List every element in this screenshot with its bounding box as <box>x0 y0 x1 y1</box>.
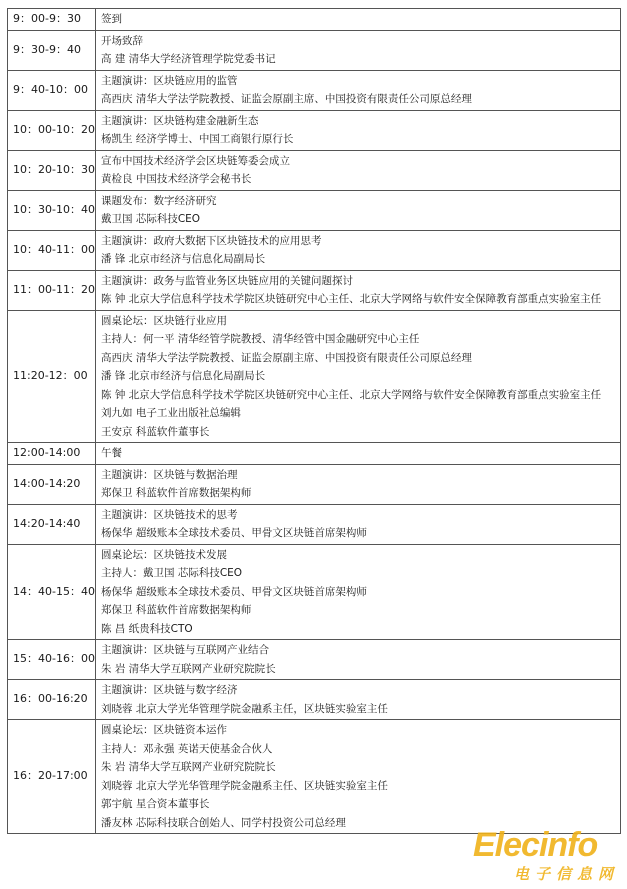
agenda-line: 主持人：邓永强 英诺天使基金合伙人 <box>101 742 273 755</box>
agenda-line: 主题演讲：区块链技术的思考 <box>101 508 238 521</box>
agenda-line: 刘九如 电子工业出版社总编辑 <box>101 407 241 419</box>
agenda-time: 9：00-9：30 <box>8 9 96 31</box>
agenda-row <box>8 443 621 465</box>
agenda-line: 潘友林 芯际科技联合创始人、同学村投资公司总经理 <box>101 816 346 829</box>
agenda-line: 圆桌论坛：区块链资本运作 <box>101 724 227 736</box>
agenda-content <box>96 680 621 720</box>
agenda-row <box>8 150 621 190</box>
agenda-line: 主题演讲：区块链与数据治理 <box>101 468 238 481</box>
agenda-row <box>8 464 621 504</box>
agenda-line: 黄检良 中国技术经济学会秘书长 <box>101 173 252 185</box>
agenda-line: 主题演讲：政府大数据下区块链技术的应用思考 <box>101 234 322 247</box>
agenda-line: 刘晓蓉 北京大学光华管理学院金融系主任，区块链实验室主任 <box>101 702 388 715</box>
agenda-line: 主持人：何一平 清华经管学院教授、清华经管中国金融研究中心主任 <box>101 333 420 345</box>
agenda-time: 14:00-14:20 <box>8 464 96 504</box>
agenda-time: 14：40-15：40 <box>8 544 96 640</box>
agenda-content <box>96 30 621 70</box>
agenda-line: 开场致辞 <box>101 34 143 47</box>
agenda-line: 主题演讲：区块链应用的监管 <box>101 74 238 87</box>
agenda-row <box>8 190 621 230</box>
agenda-line: 刘晓蓉 北京大学光华管理学院金融系主任、区块链实验室主任 <box>101 779 388 792</box>
agenda-content <box>96 443 621 465</box>
agenda-line: 主题演讲：区块链与数字经济 <box>101 684 238 696</box>
agenda-time: 10：30-10：40 <box>8 190 96 230</box>
agenda-line: 王安京 科蓝软件董事长 <box>101 425 210 438</box>
agenda-line: 高西庆 清华大学法学院教授、证监会原副主席、中国投资有限责任公司原总经理 <box>101 351 472 364</box>
agenda-time: 10：20-10：30 <box>8 150 96 190</box>
agenda-row <box>8 230 621 270</box>
agenda-time: 15：40-16：00 <box>8 640 96 680</box>
agenda-line: 杨凯生 经济学博士、中国工商银行原行长 <box>101 133 294 145</box>
agenda-row <box>8 70 621 110</box>
agenda-content <box>96 190 621 230</box>
agenda-line: 主题演讲：政务与监管业务区块链应用的关键问题探讨 <box>101 274 353 287</box>
agenda-line: 郭宇航 星合资本董事长 <box>101 798 210 810</box>
agenda-time: 14:20-14:40 <box>8 504 96 544</box>
agenda-time: 10：40-11：00 <box>8 230 96 270</box>
agenda-content <box>96 70 621 110</box>
agenda-row <box>8 9 621 31</box>
agenda-time: 11:20-12：00 <box>8 310 96 443</box>
agenda-content <box>96 230 621 270</box>
agenda-time: 9：40-10：00 <box>8 70 96 110</box>
agenda-line: 主题演讲：区块链与互联网产业结合 <box>101 644 269 656</box>
watermark-brand: Elecinfo <box>473 826 598 864</box>
agenda-content <box>96 544 621 640</box>
agenda-row <box>8 270 621 310</box>
agenda-time: 16：00-16:20 <box>8 680 96 720</box>
agenda-line: 圆桌论坛：区块链行业应用 <box>101 314 227 327</box>
agenda-line: 圆桌论坛：区块链技术发展 <box>101 548 227 561</box>
agenda-row <box>8 504 621 544</box>
agenda-line: 高 建 清华大学经济管理学院党委书记 <box>101 53 276 65</box>
elecinfo-watermark-logo <box>473 827 623 885</box>
agenda-row <box>8 544 621 640</box>
agenda-table <box>7 8 621 834</box>
agenda-time: 12:00-14:00 <box>8 443 96 465</box>
agenda-time: 11：00-11：20 <box>8 270 96 310</box>
agenda-line: 杨保华 超级账本全球技术委员、甲骨文区块链首席架构师 <box>101 527 367 539</box>
watermark-subtitle: 电子信息网 <box>513 865 619 883</box>
agenda-row <box>8 110 621 150</box>
agenda-content <box>96 310 621 443</box>
agenda-row <box>8 30 621 70</box>
agenda-time: 9：30-9：40 <box>8 30 96 70</box>
agenda-line: 课题发布：数字经济研究 <box>101 194 217 207</box>
agenda-content <box>96 150 621 190</box>
agenda-line: 郑保卫 科蓝软件首席数据架构师 <box>101 487 252 499</box>
agenda-line: 陈 钟 北京大学信息科学技术学院区块链研究中心主任、北京大学网络与软件安全保障教育部重点实验室主任 <box>101 388 602 401</box>
agenda-content <box>96 464 621 504</box>
agenda-line: 陈 昌 纸贵科技CTO <box>101 622 193 635</box>
agenda-time: 16：20-17:00 <box>8 720 96 834</box>
agenda-row <box>8 680 621 720</box>
agenda-line: 陈 钟 北京大学信息科学技术学院区块链研究中心主任、北京大学网络与软件安全保障教育部重点实验室主任 <box>101 293 602 305</box>
agenda-line: 朱 岩 清华大学互联网产业研究院院长 <box>101 761 276 773</box>
agenda-line: 潘 锋 北京市经济与信息化局副局长 <box>101 370 266 382</box>
agenda-line: 郑保卫 科蓝软件首席数据架构师 <box>101 604 252 616</box>
agenda-line: 主题演讲：区块链构建金融新生态 <box>101 114 259 127</box>
agenda-line: 宣布中国技术经济学会区块链筹委会成立 <box>101 154 290 167</box>
agenda-row <box>8 640 621 680</box>
agenda-line: 朱 岩 清华大学互联网产业研究院院长 <box>101 662 276 675</box>
agenda-line: 潘 锋 北京市经济与信息化局副局长 <box>101 253 266 265</box>
agenda-row <box>8 310 621 443</box>
agenda-line: 杨保华 超级账本全球技术委员、甲骨文区块链首席架构师 <box>101 585 367 598</box>
agenda-content <box>96 110 621 150</box>
agenda-content <box>96 720 621 834</box>
agenda-line: 主持人：戴卫国 芯际科技CEO <box>101 567 243 579</box>
agenda-content <box>96 504 621 544</box>
agenda-content <box>96 270 621 310</box>
agenda-line: 高西庆 清华大学法学院教授、证监会原副主席、中国投资有限责任公司原总经理 <box>101 93 472 105</box>
agenda-content <box>96 640 621 680</box>
agenda-line: 午餐 <box>101 447 122 459</box>
agenda-row <box>8 720 621 834</box>
agenda-line: 签到 <box>101 13 122 25</box>
agenda-time: 10：00-10：20 <box>8 110 96 150</box>
agenda-content <box>96 9 621 31</box>
agenda-line: 戴卫国 芯际科技CEO <box>101 213 201 225</box>
